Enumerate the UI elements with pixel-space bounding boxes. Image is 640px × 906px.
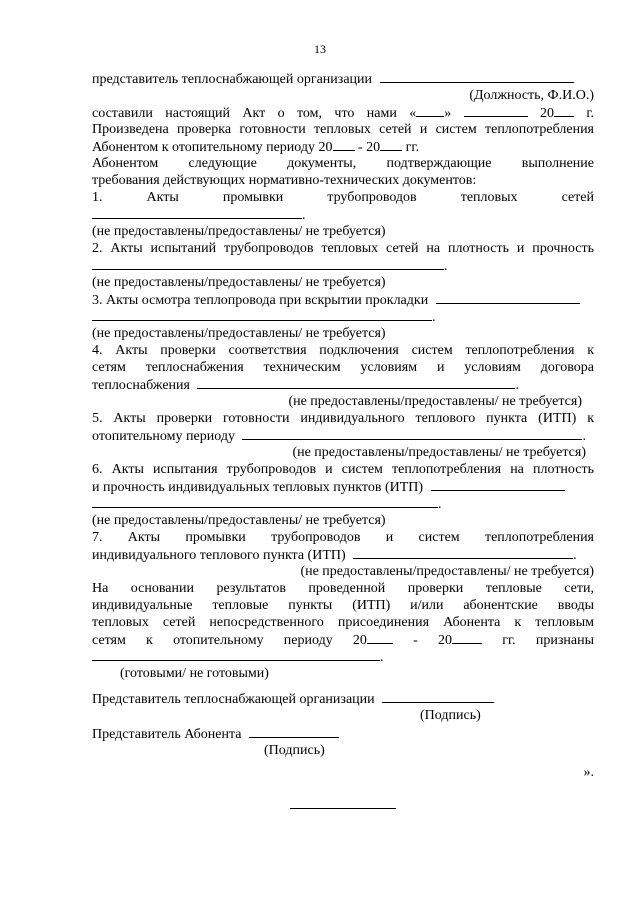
item-4-status: (не предоставлены/предоставлены/ не требуется) — [288, 394, 582, 409]
item-6b — [92, 478, 594, 496]
blank-year[interactable] — [554, 104, 574, 117]
item-1-blank: . — [92, 206, 594, 224]
blank-line[interactable] — [92, 308, 432, 321]
basis-3: тепловых сетей непосредственного присоединения Абонента к тепловым — [92, 615, 594, 630]
line-act-1 — [92, 104, 594, 122]
text: сетям к отопительному периоду 20 — [92, 633, 367, 648]
sign-abonent — [92, 725, 594, 743]
item-2-blank: . — [92, 257, 594, 275]
blank-day[interactable] — [416, 104, 444, 117]
text: 20 — [539, 106, 554, 121]
item-3-status: (не предоставлены/предоставлены/ не требуется) — [92, 326, 386, 341]
signature-line[interactable] — [382, 690, 494, 703]
item-4a: 4. Акты проверки соответствия подключения систем теплопотребления к — [92, 343, 594, 358]
text: составили настоящий Акт о том, что нами « — [92, 106, 417, 121]
line-act-4: Абонентом следующие документы, подтверждающие выполнение — [92, 156, 594, 171]
text: Представитель Абонента — [92, 727, 242, 742]
text: - 20 — [358, 140, 381, 155]
line-act-2: Произведена проверка готовности тепловых сетей и систем теплопотребления — [92, 122, 594, 137]
blank-year[interactable] — [333, 138, 355, 151]
text: гг. — [405, 140, 420, 155]
sign-org — [92, 690, 594, 708]
text: - 20 — [413, 633, 453, 648]
item-5b: отопительному периоду . — [92, 429, 586, 444]
basis-blank: . — [92, 648, 594, 666]
closing-quote: ». — [583, 765, 594, 780]
text: » — [444, 106, 452, 121]
footnote-separator — [290, 808, 396, 809]
ready-status: (готовыми/ не готовыми) — [120, 666, 269, 681]
text: Представитель теплоснабжающей организации — [92, 692, 375, 707]
item-5a: 5. Акты проверки готовности индивидуального теплового пункта (ИТП) к — [92, 411, 594, 426]
page-number: 13 — [314, 42, 326, 56]
text: Абонентом к отопительному периоду 20 — [92, 140, 333, 155]
text: представитель теплоснабжающей организации — [92, 72, 373, 87]
basis-4 — [92, 631, 594, 649]
blank-line[interactable] — [92, 495, 438, 508]
item-6-blank: . — [92, 495, 594, 513]
blank-line[interactable] — [431, 478, 565, 491]
basis-2: индивидуальные тепловые пункты (ИТП) и/или абонентские вводы — [92, 598, 594, 613]
blank-line[interactable] — [242, 427, 582, 440]
signature-line[interactable] — [249, 725, 339, 738]
item-1-status: (не предоставлены/предоставлены/ не требуется) — [92, 224, 386, 239]
text: гг. признаны — [502, 633, 595, 648]
text: и прочность индивидуальных тепловых пунктов (ИТП) — [92, 480, 424, 495]
caption-position-name: (Должность, Ф.И.О.) — [469, 88, 594, 103]
item-2: 2. Акты испытаний трубопроводов тепловых сетей на плотность и прочность — [92, 241, 594, 256]
blank-line[interactable] — [436, 291, 580, 304]
blank-year[interactable] — [452, 631, 482, 644]
line-act-3 — [92, 138, 594, 156]
sign-org-caption: (Подпись) — [420, 708, 481, 723]
item-6a: 6. Акты испытания трубопроводов и систем теплопотребления на плотность — [92, 462, 594, 477]
blank-line[interactable] — [92, 257, 444, 270]
blank-line[interactable] — [380, 70, 574, 83]
text: 3. Акты осмотра теплопровода при вскрытии прокладки — [92, 293, 429, 308]
item-3 — [92, 291, 594, 309]
sign-abonent-caption: (Подпись) — [264, 743, 325, 758]
item-4c: теплоснабжения . — [92, 378, 519, 393]
item-3-blank: . — [92, 308, 594, 326]
item-7a: 7. Акты промывки трубопроводов и систем теплопотребления — [92, 530, 594, 545]
line-act-5: требования действующих нормативно-технических документов: — [92, 173, 477, 188]
blank-year[interactable] — [380, 138, 402, 151]
blank-line[interactable] — [92, 206, 302, 219]
item-5-status: (не предоставлены/предоставлены/ не требуется) — [292, 445, 586, 460]
blank-line[interactable] — [353, 546, 573, 559]
blank-year[interactable] — [367, 631, 393, 644]
item-2-status: (не предоставлены/предоставлены/ не требуется) — [92, 275, 386, 290]
text: индивидуального теплового пункта (ИТП) — [92, 548, 346, 563]
blank-line[interactable] — [197, 376, 515, 389]
item-7b: индивидуального теплового пункта (ИТП) . — [92, 548, 577, 563]
line-rep-org — [92, 70, 594, 88]
item-1: 1. Акты промывки трубопроводов тепловых сетей — [92, 190, 594, 205]
blank-line[interactable] — [92, 648, 380, 661]
text: отопительному периоду — [92, 429, 235, 444]
text: теплоснабжения — [92, 378, 190, 393]
item-4b: сетям теплоснабжения техническим условиям и условиям договора — [92, 360, 594, 375]
item-6-status: (не предоставлены/предоставлены/ не требуется) — [92, 513, 386, 528]
item-7-status: (не предоставлены/предоставлены/ не требуется) — [300, 564, 594, 579]
basis-1: На основании результатов проведенной проверки тепловые сети, — [92, 581, 594, 596]
text: г. — [586, 106, 595, 121]
blank-month[interactable] — [464, 104, 528, 117]
